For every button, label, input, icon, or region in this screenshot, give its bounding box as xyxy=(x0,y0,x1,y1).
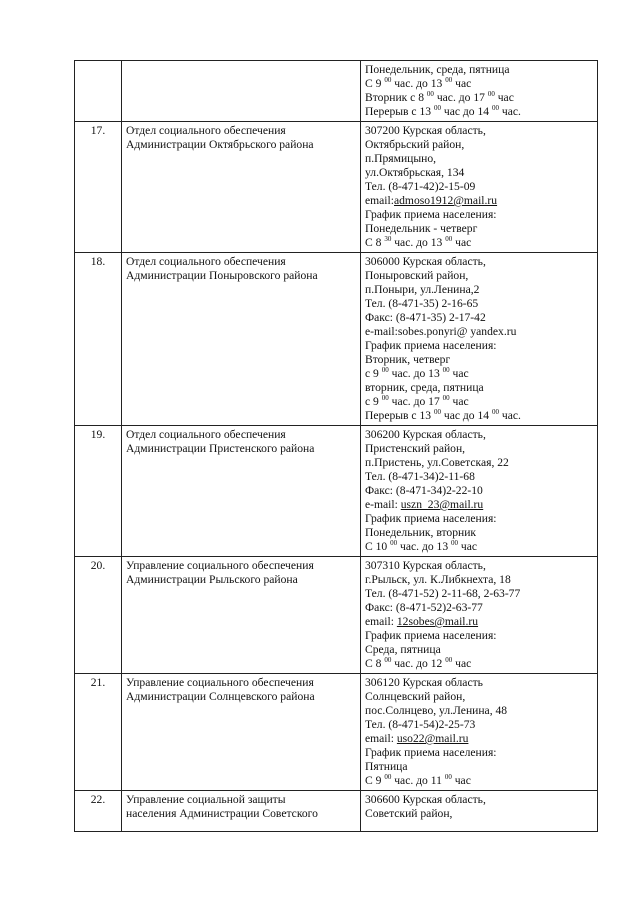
time-text: час. до 17 xyxy=(433,91,488,104)
email-label: email: xyxy=(365,615,397,628)
info-line: Вторник, четверг xyxy=(365,353,451,366)
time-minutes: 00 xyxy=(426,90,434,98)
schedule-time xyxy=(365,395,593,409)
email-line xyxy=(365,194,593,208)
info-line: п.Прямицыно, xyxy=(365,152,437,165)
time-minutes: 00 xyxy=(384,773,392,781)
time-text: час. до 13 xyxy=(391,236,446,249)
organization-name-line: Администрации Солнцевского района xyxy=(126,690,315,703)
time-minutes: 00 xyxy=(442,366,450,374)
time-text: час до 14 xyxy=(440,409,492,422)
time-minutes: 00 xyxy=(445,76,453,84)
info-line: График приема населения: xyxy=(365,208,497,221)
schedule-time xyxy=(365,105,593,119)
info-line: Понедельник, вторник xyxy=(365,526,477,539)
info-line: Среда, пятница xyxy=(365,643,441,656)
email-link[interactable]: admoso1912@mail.ru xyxy=(393,194,498,207)
time-text: С 9 xyxy=(365,77,385,90)
row-number: 17. xyxy=(75,122,122,253)
contacts-table xyxy=(74,60,598,832)
time-text: час. xyxy=(498,105,521,118)
info-line: 306120 Курская область xyxy=(365,676,483,689)
info-line: Тел. (8-471-35) 2-16-65 xyxy=(365,297,479,310)
table-row xyxy=(75,674,598,791)
info-line: Тел. (8-471-34)2-11-68 xyxy=(365,470,475,483)
time-minutes: 30 xyxy=(384,235,392,243)
time-minutes: 00 xyxy=(444,773,452,781)
time-text: час до 14 xyxy=(440,105,492,118)
time-text: С 9 xyxy=(365,774,385,787)
contact-info xyxy=(361,122,598,253)
info-line: вторник, среда, пятница xyxy=(365,381,484,394)
time-minutes: 00 xyxy=(487,90,495,98)
time-minutes: 00 xyxy=(381,394,389,402)
table-row xyxy=(75,253,598,426)
time-minutes: 00 xyxy=(390,539,398,547)
info-line: Тел. (8-471-54)2-25-73 xyxy=(365,718,476,731)
time-text: час xyxy=(449,395,469,408)
info-line: г.Рыльск, ул. К.Либкнехта, 18 xyxy=(365,573,511,586)
row-number: 21. xyxy=(75,674,122,791)
row-number: 22. xyxy=(75,791,122,832)
time-minutes: 00 xyxy=(491,104,499,112)
email-link[interactable]: 12sobes@mail.ru xyxy=(396,615,479,628)
info-line: График приема населения: xyxy=(365,629,497,642)
info-line: Советский район, xyxy=(365,807,453,820)
time-text: Перерыв с 13 xyxy=(365,105,434,118)
time-text: час. до 17 xyxy=(388,395,443,408)
info-line: 307310 Курская область, xyxy=(365,559,486,572)
time-text: Вторник с 8 xyxy=(365,91,427,104)
time-text: час. xyxy=(498,409,521,422)
info-line: График приема населения: xyxy=(365,339,497,352)
time-text: час. до 13 xyxy=(391,77,446,90)
info-line: Поныровский район, xyxy=(365,269,469,282)
info-line: п.Поныри, ул.Ленина,2 xyxy=(365,283,480,296)
schedule-time xyxy=(365,409,593,423)
time-text: час. до 13 xyxy=(397,540,452,553)
time-text: час xyxy=(449,367,469,380)
time-minutes: 00 xyxy=(381,366,389,374)
organization-name xyxy=(122,557,361,674)
organization-name-line: Администрации Поныровского района xyxy=(126,269,318,282)
contact-info xyxy=(361,253,598,426)
email-label: e-mail: xyxy=(365,498,401,511)
email-line xyxy=(365,498,593,512)
email-line xyxy=(365,732,593,746)
contact-info xyxy=(361,557,598,674)
schedule-time xyxy=(365,236,593,250)
organization-name-line: Администрации Октябрьского района xyxy=(126,138,314,151)
schedule-time xyxy=(365,367,593,381)
email-link[interactable]: uso22@mail.ru xyxy=(396,732,469,745)
row-number: 18. xyxy=(75,253,122,426)
organization-name-line: Администрации Рыльского района xyxy=(126,573,298,586)
info-line: График приема населения: xyxy=(365,512,497,525)
time-text: час. до 12 xyxy=(391,657,446,670)
schedule-time xyxy=(365,774,593,788)
time-text: час xyxy=(451,774,471,787)
info-line: ул.Октябрьская, 134 xyxy=(365,166,465,179)
time-minutes: 00 xyxy=(384,76,392,84)
email-label: email: xyxy=(365,732,397,745)
info-line: Октябрьский район, xyxy=(365,138,465,151)
email-link[interactable]: uszn_23@mail.ru xyxy=(400,498,484,511)
organization-name-line: Управление социального обеспечения xyxy=(126,559,314,572)
time-text: С 10 xyxy=(365,540,391,553)
info-line: График приема населения: xyxy=(365,746,497,759)
info-line: Пристенский район, xyxy=(365,442,466,455)
info-line: п.Пристень, ул.Советская, 22 xyxy=(365,456,509,469)
table-row xyxy=(75,557,598,674)
row-number: 19. xyxy=(75,426,122,557)
info-line: пос.Солнцево, ул.Ленина, 48 xyxy=(365,704,508,717)
info-line: Пятница xyxy=(365,760,408,773)
organization-name xyxy=(122,253,361,426)
organization-name-line: Управление социальной защиты xyxy=(126,793,286,806)
table-row xyxy=(75,426,598,557)
email-label: email: xyxy=(365,194,394,207)
time-text: час xyxy=(452,236,472,249)
organization-name-line: Отдел социального обеспечения xyxy=(126,255,286,268)
schedule-time xyxy=(365,540,593,554)
organization-name-line: Отдел социального обеспечения xyxy=(126,124,286,137)
info-line: 307200 Курская область, xyxy=(365,124,486,137)
info-line: e-mail:sobes.ponyri@ yandex.ru xyxy=(365,325,517,338)
time-text: С 8 xyxy=(365,236,385,249)
organization-name xyxy=(122,122,361,253)
info-line: Понедельник - четверг xyxy=(365,222,478,235)
row-number xyxy=(75,61,122,122)
organization-name xyxy=(122,426,361,557)
info-line: Солнцевский район, xyxy=(365,690,466,703)
organization-name-line: Отдел социального обеспечения xyxy=(126,428,286,441)
organization-name-line: населения Администрации Советского xyxy=(126,807,318,820)
schedule-time xyxy=(365,77,593,91)
time-text: с 9 xyxy=(365,395,382,408)
organization-name xyxy=(122,791,361,832)
time-text: час xyxy=(452,657,472,670)
time-text: с 9 xyxy=(365,367,382,380)
time-minutes: 00 xyxy=(384,656,392,664)
contact-info xyxy=(361,61,598,122)
time-text: час xyxy=(494,91,514,104)
info-line: Тел. (8-471-52) 2-11-68, 2-63-77 xyxy=(365,587,521,600)
info-line: Факс: (8-471-52)2-63-77 xyxy=(365,601,483,614)
time-minutes: 00 xyxy=(491,408,499,416)
info-line: Факс: (8-471-34)2-22-10 xyxy=(365,484,483,497)
time-text: Перерыв с 13 xyxy=(365,409,434,422)
info-line: Понедельник, среда, пятница xyxy=(365,63,510,76)
organization-name xyxy=(122,674,361,791)
row-number: 20. xyxy=(75,557,122,674)
time-minutes: 00 xyxy=(445,235,453,243)
time-text: час. до 13 xyxy=(388,367,443,380)
contact-info xyxy=(361,674,598,791)
schedule-time xyxy=(365,91,593,105)
time-text: час xyxy=(458,540,478,553)
info-line: Тел. (8-471-42)2-15-09 xyxy=(365,180,476,193)
contact-info xyxy=(361,791,598,832)
organization-name-line: Управление социального обеспечения xyxy=(126,676,314,689)
time-text: час. до 11 xyxy=(391,774,445,787)
time-minutes: 00 xyxy=(433,408,441,416)
schedule-time xyxy=(365,657,593,671)
time-text: С 8 xyxy=(365,657,385,670)
time-minutes: 00 xyxy=(433,104,441,112)
time-minutes: 00 xyxy=(451,539,459,547)
info-line: 306200 Курская область, xyxy=(365,428,486,441)
time-text: час xyxy=(452,77,472,90)
organization-name-line: Администрации Пристенского района xyxy=(126,442,315,455)
time-minutes: 00 xyxy=(442,394,450,402)
table-row xyxy=(75,791,598,832)
table-row xyxy=(75,61,598,122)
email-line xyxy=(365,615,593,629)
table-row xyxy=(75,122,598,253)
contact-info xyxy=(361,426,598,557)
info-line: 306600 Курская область, xyxy=(365,793,486,806)
organization-name xyxy=(122,61,361,122)
info-line: 306000 Курская область, xyxy=(365,255,486,268)
time-minutes: 00 xyxy=(445,656,453,664)
info-line: Факс: (8-471-35) 2-17-42 xyxy=(365,311,486,324)
